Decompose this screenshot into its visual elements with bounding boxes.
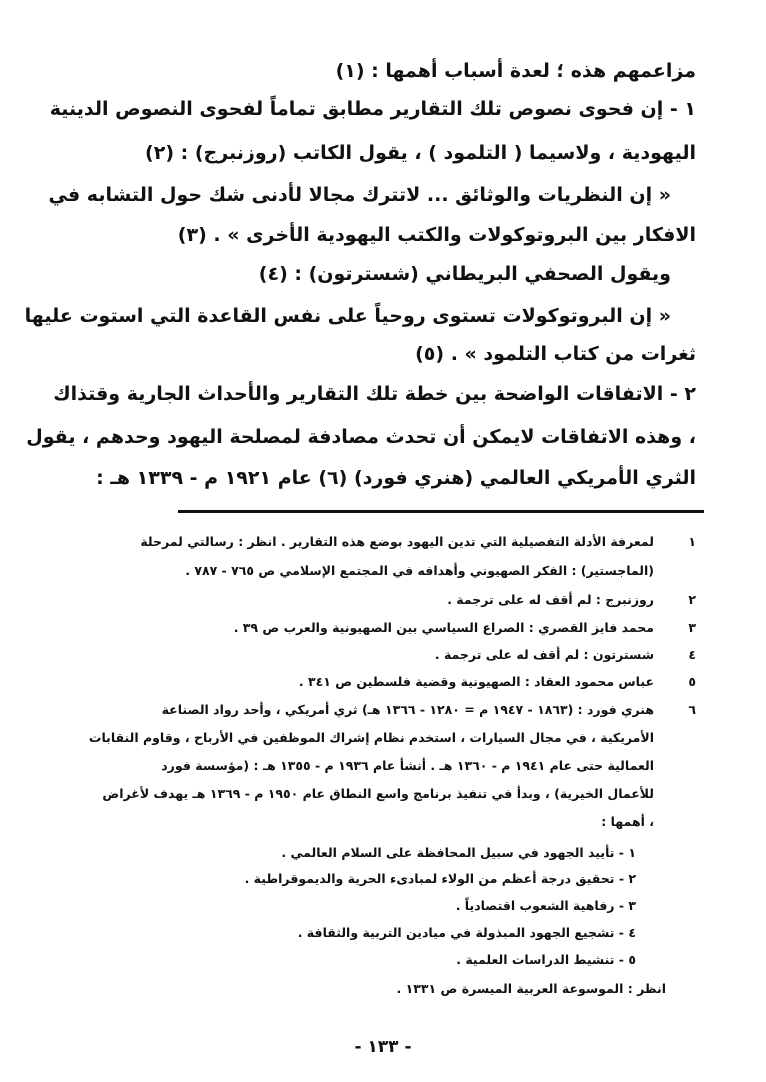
footnote-sub-item: ٤ - تشجيع الجهود المبذولة في ميادين التربية والثقافة . <box>297 925 636 940</box>
footnote-sub-item: ٥ - تنشيط الدراسات العلمية . <box>456 952 636 967</box>
footnote-line: ، أهمها : <box>601 814 654 829</box>
footnote-number: ٤ <box>688 647 696 662</box>
body-line: ١ - إن فحوى نصوص تلك التقارير مطابق تماماً لفحوى النصوص الدينية <box>49 98 696 120</box>
page-number: - ١٣٣ - <box>354 1037 412 1057</box>
footnote-line: الأمريكية ، في مجال السيارات ، استخدم نظام إشراك الموظفين في الأرباح ، وقاوم النقابات <box>88 730 654 745</box>
footnote-line: (الماجستير) : الفكر الصهيوني وأهدافه في المجتمع الإسلامي ص ٧٦٥ - ٧٨٧ . <box>185 563 654 578</box>
footnote-sub-item: ٣ - رفاهية الشعوب اقتصادياً . <box>455 898 636 913</box>
body-line: اليهودية ، ولاسيما ( التلمود ) ، يقول الكاتب (روزنبرج) : (٢) <box>145 142 696 164</box>
footnote-line: محمد فايز القصري : الصراع السياسي بين الصهيونية والعرب ص ٣٩ . <box>233 620 654 635</box>
footnote-line: روزنبرج : لم أقف له على ترجمة . <box>447 592 654 607</box>
footnote-sub-item: ١ - تأييد الجهود في سبيل المحافظة على السلام العالمي . <box>281 845 636 860</box>
body-line: الثري الأمريكي العالمي (هنري فورد) (٦) عام ١٩٢١ م - ١٣٣٩ هـ : <box>96 467 696 489</box>
footnote-line: شسترتون : لم أقف له على ترجمة . <box>434 647 654 662</box>
footnote-number: ٣ <box>688 620 696 635</box>
footnote-line: عباس محمود العقاد : الصهيونية وقضية فلسطين ص ٣٤١ . <box>298 674 654 689</box>
footnote-line: هنري فورد : (١٨٦٣ - ١٩٤٧ م = ١٢٨٠ - ١٣٦٦ هـ) ثري أمريكي ، وأحد رواد الصناعة <box>161 702 654 717</box>
footnote-line: لمعرفة الأدلة التفصيلية التي تدين اليهود بوضع هذه التقارير . انظر : رسالتي لمرحلة <box>140 534 654 549</box>
quote-line: « إن البروتوكولات تستوى روحياً على نفس القاعدة التي استوت عليها <box>24 305 671 327</box>
footnote-number: ٦ <box>688 702 696 717</box>
quote-line: ثغرات من كتاب التلمود » . (٥) <box>415 343 696 365</box>
body-line: مزاعمهم هذه ؛ لعدة أسباب أهمها : (١) <box>335 60 696 82</box>
footnote-reference: انظر : الموسوعة العربية الميسرة ص ١٣٣١ . <box>396 981 666 996</box>
footnote-number: ٥ <box>688 674 696 689</box>
footnote-number: ٢ <box>688 592 696 607</box>
footnote-separator <box>178 510 704 513</box>
footnote-number: ١ <box>688 534 696 549</box>
quote-line: الافكار بين البروتوكولات والكتب اليهودية الأخرى » . (٣) <box>177 224 696 246</box>
body-line: ، وهذه الاتفاقات لايمكن أن تحدث مصادفة لمصلحة اليهود وحدهم ، يقول <box>26 426 696 448</box>
footnote-line: العمالية حتى عام ١٩٤١ م - ١٣٦٠ هـ . أنشأ عام ١٩٣٦ م - ١٣٥٥ هـ : (مؤسسة فورد <box>161 758 654 773</box>
footnote-line: للأعمال الخيرية) ، وبدأ في تنفيذ برنامج واسع النطاق عام ١٩٥٠ م - ١٣٦٩ هـ يهدف لأغراض <box>102 786 654 801</box>
body-line: ٢ - الاتفاقات الواضحة بين خطة تلك التقارير والأحداث الجارية وقتذاك <box>53 383 696 405</box>
footnote-sub-item: ٢ - تحقيق درجة أعظم من الولاء لمبادىء الحرية والديموقراطية . <box>244 871 636 886</box>
quote-line: « إن النظريات والوثائق ... لاتترك مجالا لأدنى شك حول التشابه في <box>48 184 671 206</box>
body-line: ويقول الصحفي البريطاني (شسترتون) : (٤) <box>258 263 671 285</box>
